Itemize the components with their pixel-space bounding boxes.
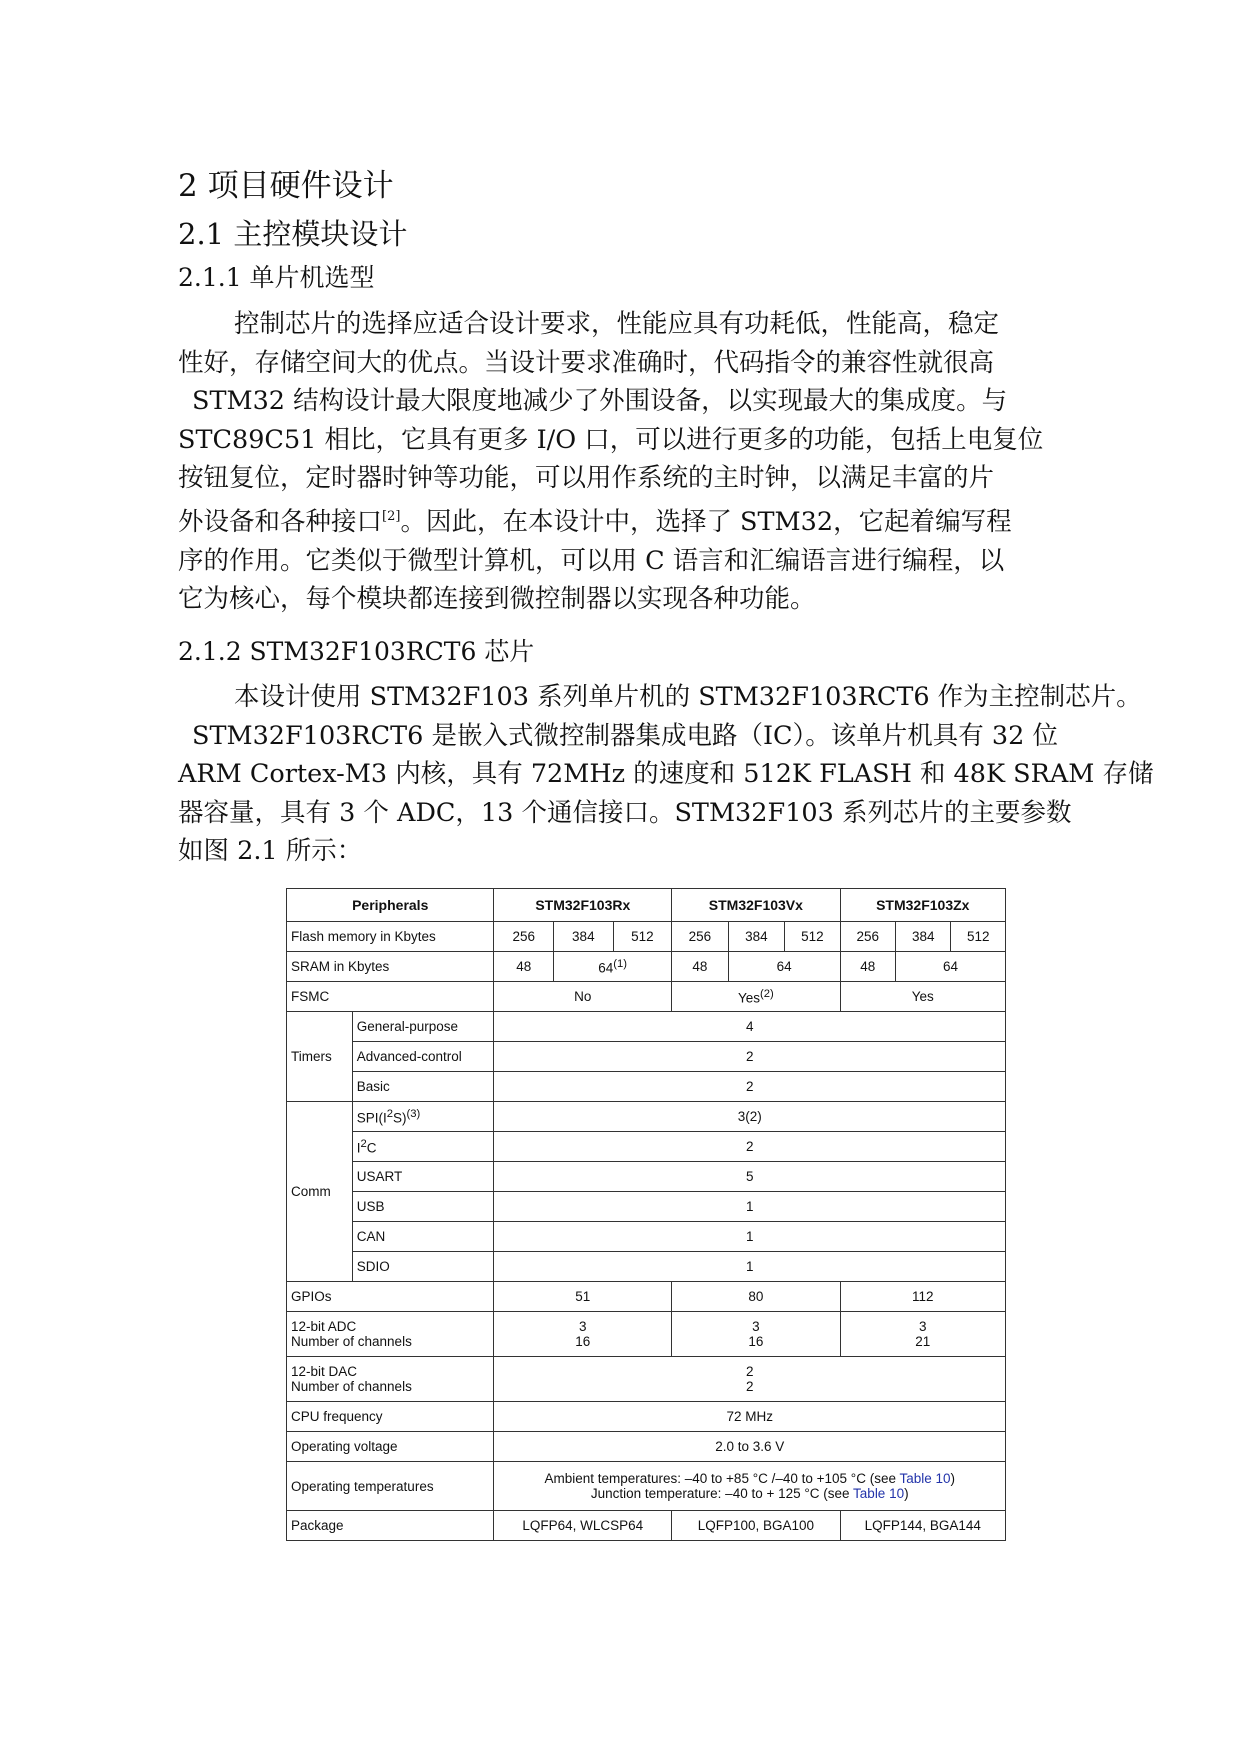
row-label xyxy=(287,1357,494,1402)
table-reference-link: Table 10 xyxy=(899,1471,951,1486)
cell-line xyxy=(498,1486,1001,1501)
text-fragment: Ambient temperatures: –40 to +85 °C /–40 to +105 °C (see xyxy=(544,1471,900,1486)
row-label xyxy=(287,1312,494,1357)
text-fragment: ) xyxy=(950,1471,956,1486)
table-reference-link: Table 10 xyxy=(853,1486,905,1501)
cell-value: 64 xyxy=(598,960,614,976)
header-rx: STM32F103Rx xyxy=(494,889,672,922)
table-cell: No xyxy=(494,982,672,1012)
label-fragment: SPI(I xyxy=(356,1110,387,1126)
table-row-voltage xyxy=(287,1432,1006,1462)
text-line: STM32 结构设计最大限度地减少了外围设备，以实现最大的集成度。与 xyxy=(192,386,1008,417)
row-label: Package xyxy=(287,1511,494,1541)
text-line: 按钮复位，定时器时钟等功能，可以用作系统的主时钟，以满足丰富的片 xyxy=(178,463,995,494)
table-row-sram xyxy=(287,952,1006,982)
table-cell: 48 xyxy=(840,952,895,982)
table-cell: LQFP64, WLCSP64 xyxy=(494,1511,672,1541)
heading-subsection-chip: 2.1.2 STM32F103RCT6 芯片 xyxy=(178,637,535,666)
paragraph-chip-description xyxy=(178,678,1178,871)
table-cell: 256 xyxy=(672,922,728,952)
group-label-timers: Timers xyxy=(287,1012,353,1102)
text-line: 性好，存储空间大的优点。当设计要求准确时，代码指令的兼容性就很高 xyxy=(178,347,995,378)
text-fragment: Junction temperature: –40 to + 125 °C (see xyxy=(590,1486,854,1501)
superscript: 2 xyxy=(386,1108,393,1121)
spec-table-figure xyxy=(286,888,1006,1541)
text-fragment: 。因此，在本设计中，选择了 STM32，它起着编写程 xyxy=(400,506,1012,537)
table-row-flash xyxy=(287,922,1006,952)
table-row-comm-sdio xyxy=(287,1252,1006,1282)
table-cell: 512 xyxy=(951,922,1006,952)
table-cell: 1 xyxy=(494,1192,1006,1222)
citation-marker: [2] xyxy=(382,508,401,524)
superscript: 2 xyxy=(360,1138,367,1151)
table-cell xyxy=(494,1312,672,1357)
table-cell: 5 xyxy=(494,1162,1006,1192)
footnote-marker: (2) xyxy=(759,988,774,1001)
row-label: Operating temperatures xyxy=(287,1462,494,1511)
row-label: CPU frequency xyxy=(287,1402,494,1432)
table-cell: 48 xyxy=(494,952,554,982)
label-fragment: C xyxy=(366,1140,377,1156)
header-zx: STM32F103Zx xyxy=(840,889,1005,922)
header-peripherals: Peripherals xyxy=(287,889,494,922)
row-label xyxy=(352,1102,494,1132)
table-cell: 512 xyxy=(785,922,840,952)
table-cell: 64 xyxy=(896,952,1006,982)
paragraph-mcu-selection xyxy=(178,305,1178,619)
row-label: USB xyxy=(352,1192,494,1222)
label-line: 12-bit DAC xyxy=(291,1364,358,1379)
cell-value: 3 xyxy=(579,1319,587,1334)
text-line: ARM Cortex-M3 内核，具有 72MHz 的速度和 512K FLASH 和 48K SRAM 存储 xyxy=(178,759,1154,790)
cell-line xyxy=(498,1471,1001,1486)
table-cell: 384 xyxy=(728,922,784,952)
heading-subsection-mcu-selection: 2.1.1 单片机选型 xyxy=(178,263,375,292)
label-fragment: I xyxy=(356,1140,361,1156)
table-row-gpios xyxy=(287,1282,1006,1312)
heading-chapter: 2 项目硬件设计 xyxy=(178,168,394,204)
table-row-timers-advanced xyxy=(287,1042,1006,1072)
table-cell: Yes xyxy=(840,982,1005,1012)
label-line: 12-bit ADC xyxy=(291,1319,357,1334)
cell-value: 16 xyxy=(575,1334,591,1349)
text-line: 它为核心，每个模块都连接到微控制器以实现各种功能。 xyxy=(178,584,816,615)
cell-value: 2 xyxy=(745,1379,754,1394)
table-cell: 72 MHz xyxy=(494,1402,1006,1432)
table-header-row xyxy=(287,889,1006,922)
row-label: Basic xyxy=(352,1072,494,1102)
table-cell: 384 xyxy=(896,922,951,952)
table-cell: LQFP144, BGA144 xyxy=(840,1511,1005,1541)
label-line: Number of channels xyxy=(291,1379,412,1394)
table-cell: 48 xyxy=(672,952,728,982)
text-fragment: 外设备和各种接口 xyxy=(178,506,383,537)
table-cell xyxy=(494,1462,1006,1511)
table-cell: 256 xyxy=(840,922,895,952)
table-row-temperatures xyxy=(287,1462,1006,1511)
text-line: 控制芯片的选择应适合设计要求，性能应具有功耗低，性能高，稳定 xyxy=(234,309,1000,339)
cell-value: 3 xyxy=(919,1319,927,1334)
row-label: General-purpose xyxy=(352,1012,494,1042)
group-label-comm: Comm xyxy=(287,1102,353,1282)
row-label xyxy=(352,1132,494,1162)
table-cell: 112 xyxy=(840,1282,1005,1312)
header-vx: STM32F103Vx xyxy=(672,889,840,922)
label-fragment: S) xyxy=(393,1110,407,1126)
table-row-comm-i2c xyxy=(287,1132,1006,1162)
table-cell: LQFP100, BGA100 xyxy=(672,1511,840,1541)
table-cell: 80 xyxy=(672,1282,840,1312)
footnote-marker: (3) xyxy=(406,1108,421,1121)
table-cell: 2 xyxy=(494,1132,1006,1162)
table-row-comm-usart xyxy=(287,1162,1006,1192)
table-cell: 256 xyxy=(494,922,554,952)
row-label: FSMC xyxy=(287,982,494,1012)
table-cell: 64 xyxy=(728,952,840,982)
cell-value: 21 xyxy=(915,1334,931,1349)
table-row-adc xyxy=(287,1312,1006,1357)
text-line: 如图 2.1 所示： xyxy=(178,836,363,867)
cell-value: Yes xyxy=(737,990,760,1006)
label-line: Number of channels xyxy=(291,1334,412,1349)
table-row-comm-usb xyxy=(287,1192,1006,1222)
table-row-package xyxy=(287,1511,1006,1541)
table-row-comm-can xyxy=(287,1222,1006,1252)
text-line xyxy=(178,498,1178,542)
table-cell: 4 xyxy=(494,1012,1006,1042)
table-cell xyxy=(554,952,672,982)
table-row-cpu xyxy=(287,1402,1006,1432)
text-line: STM32F103RCT6 是嵌入式微控制器集成电路（IC）。该单片机具有 32 位 xyxy=(192,720,1058,751)
table-cell: 2.0 to 3.6 V xyxy=(494,1432,1006,1462)
text-line: 器容量，具有 3 个 ADC，13 个通信接口。STM32F103 系列芯片的主要参数 xyxy=(178,797,1072,828)
text-fragment: ) xyxy=(904,1486,909,1501)
table-cell xyxy=(494,1357,1006,1402)
row-label: SRAM in Kbytes xyxy=(287,952,494,982)
table-cell: 3(2) xyxy=(494,1102,1006,1132)
table-cell: 2 xyxy=(494,1072,1006,1102)
row-label: USART xyxy=(352,1162,494,1192)
table-row-fsmc xyxy=(287,982,1006,1012)
table-cell: 2 xyxy=(494,1042,1006,1072)
row-label: SDIO xyxy=(352,1252,494,1282)
row-label: Advanced-control xyxy=(352,1042,494,1072)
cell-value: 16 xyxy=(748,1334,764,1349)
row-label: Operating voltage xyxy=(287,1432,494,1462)
table-cell xyxy=(672,1312,840,1357)
row-label: CAN xyxy=(352,1222,494,1252)
text-line: 本设计使用 STM32F103 系列单片机的 STM32F103RCT6 作为主控制芯片。 xyxy=(234,682,1142,712)
spec-table xyxy=(286,888,1006,1541)
footnote-marker: (1) xyxy=(613,958,627,971)
table-cell: 384 xyxy=(554,922,614,952)
table-cell: 1 xyxy=(494,1222,1006,1252)
table-row-timers-basic xyxy=(287,1072,1006,1102)
table-row-dac xyxy=(287,1357,1006,1402)
table-row-timers-general xyxy=(287,1012,1006,1042)
row-label: Flash memory in Kbytes xyxy=(287,922,494,952)
heading-section: 2.1 主控模块设计 xyxy=(178,217,408,251)
cell-value: 2 xyxy=(745,1364,754,1379)
text-line: STC89C51 相比，它具有更多 I/O 口，可以进行更多的功能，包括上电复位 xyxy=(178,424,1044,455)
row-label: GPIOs xyxy=(287,1282,494,1312)
table-cell xyxy=(672,982,840,1012)
text-line: 序的作用。它类似于微型计算机，可以用 C 语言和汇编语言进行编程，以 xyxy=(178,545,1005,576)
table-cell: 512 xyxy=(613,922,672,952)
table-cell: 51 xyxy=(494,1282,672,1312)
table-cell xyxy=(840,1312,1005,1357)
table-row-comm-spi xyxy=(287,1102,1006,1132)
cell-value: 3 xyxy=(752,1319,760,1334)
table-cell: 1 xyxy=(494,1252,1006,1282)
